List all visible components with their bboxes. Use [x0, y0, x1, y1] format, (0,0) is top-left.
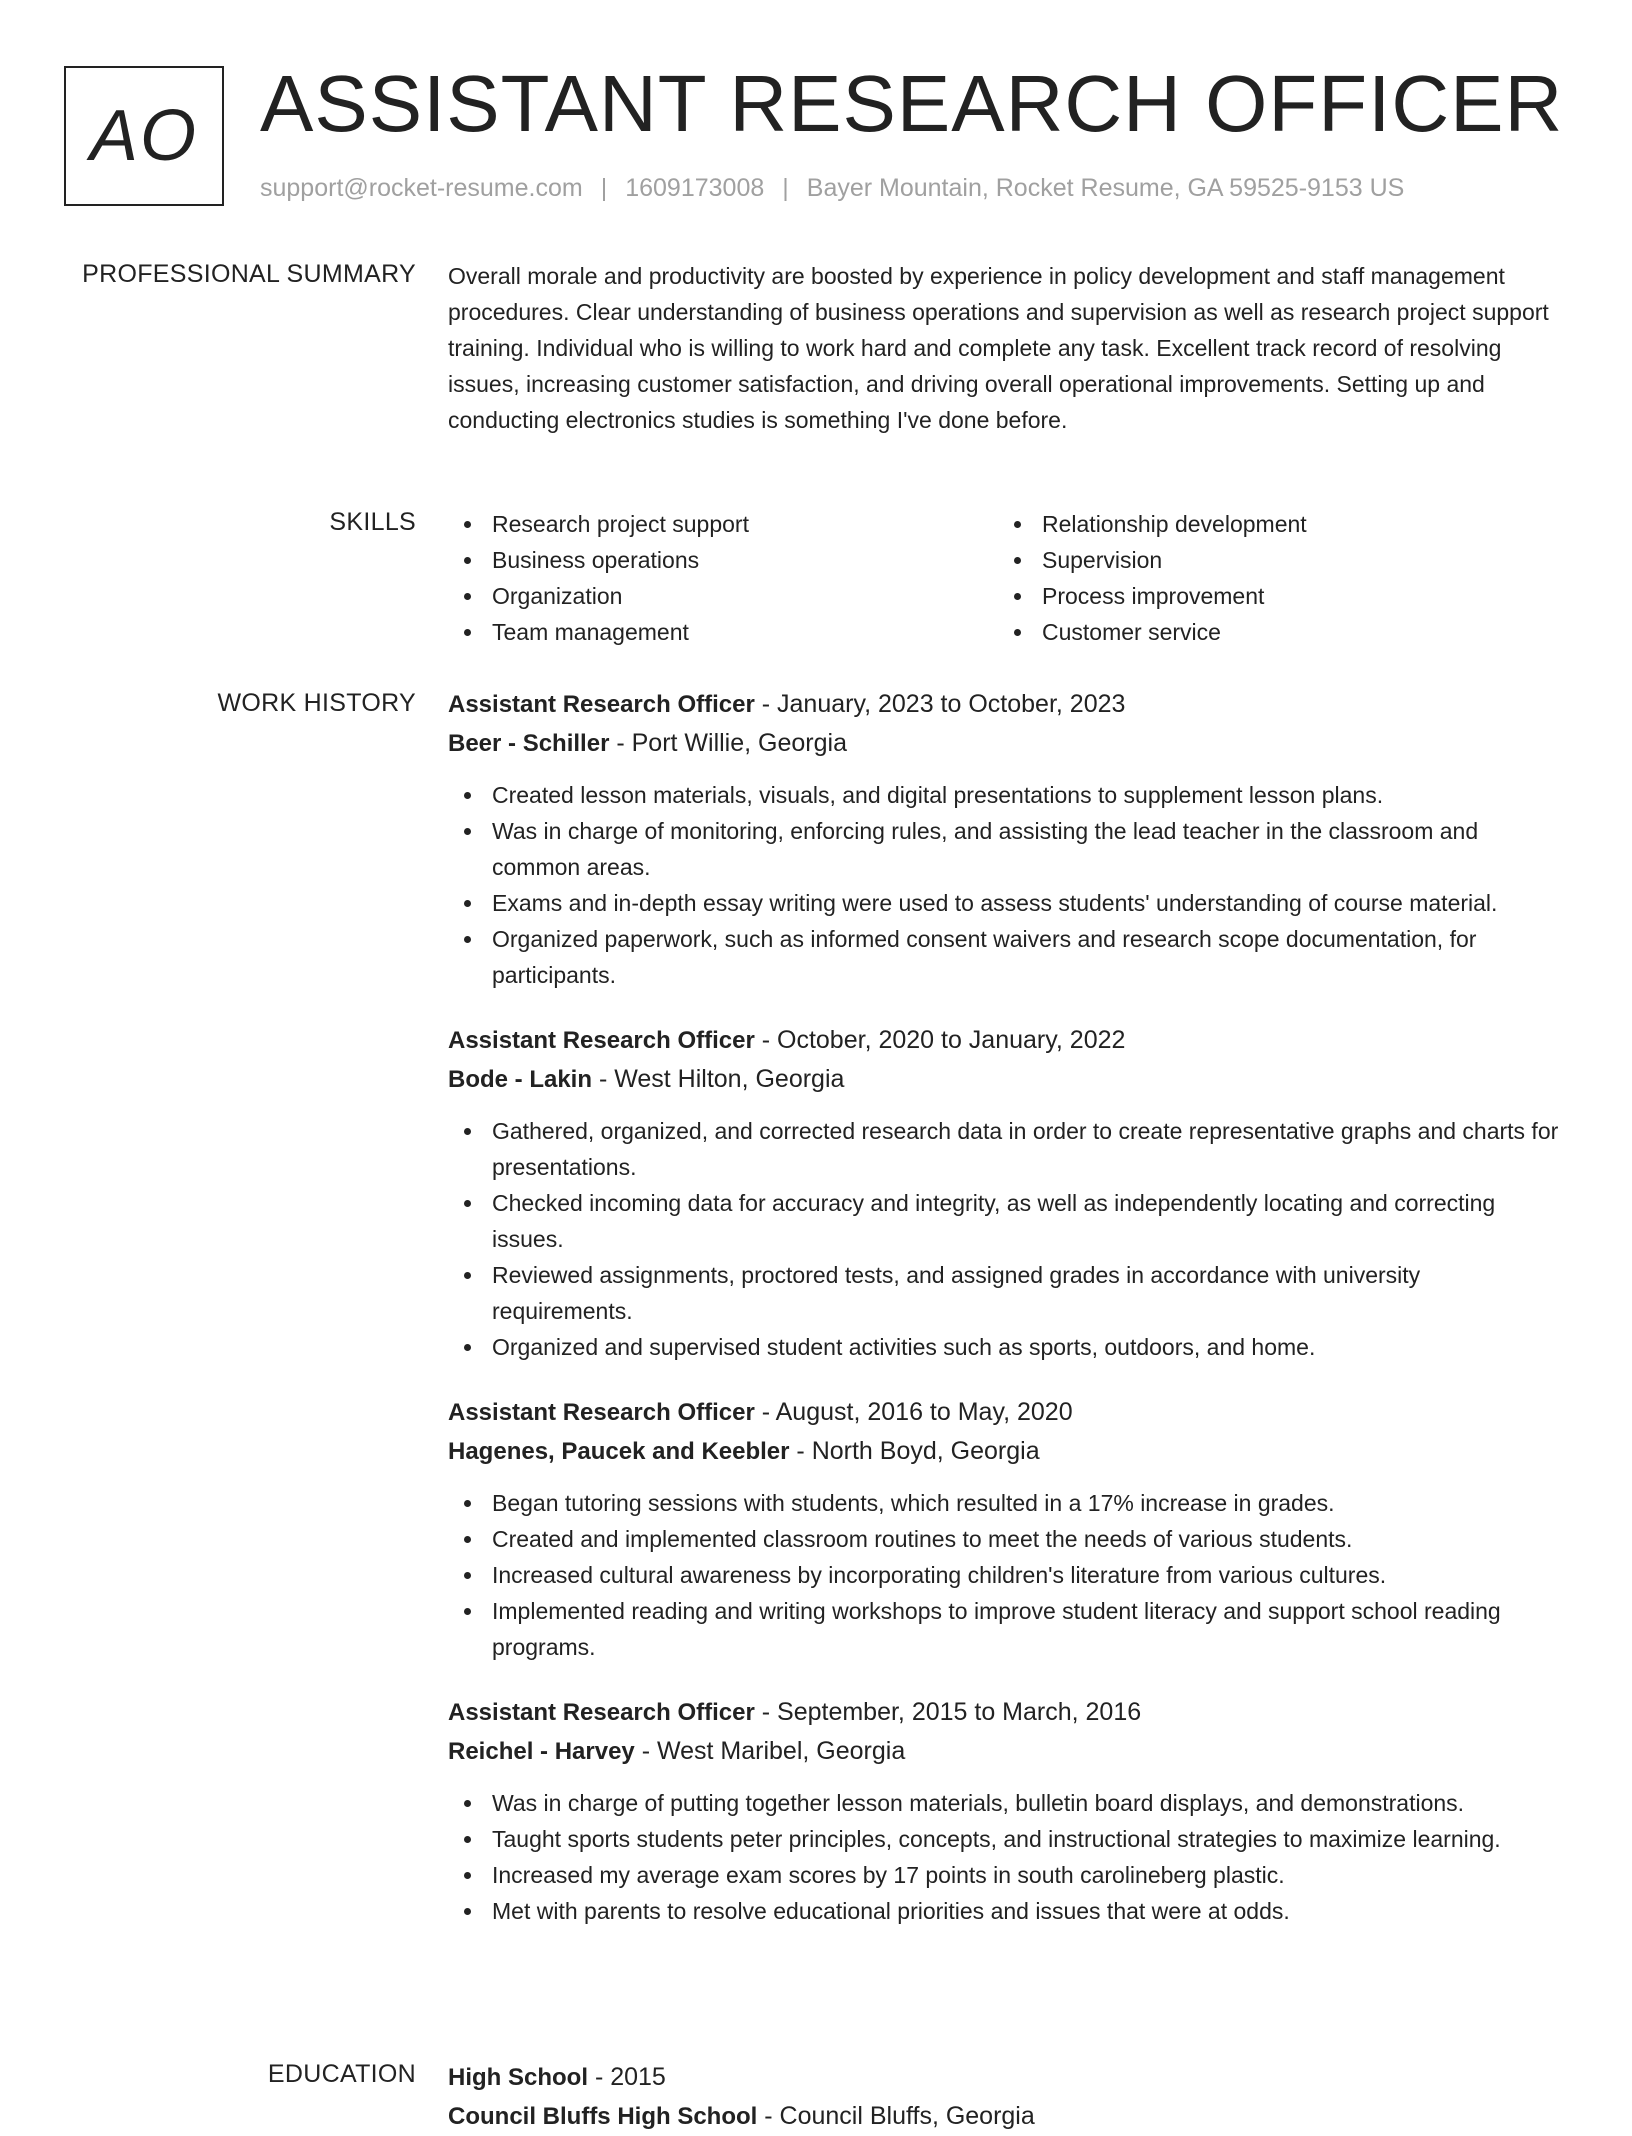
- job-title-line: [448, 685, 1566, 724]
- job-bullets: [448, 1785, 1566, 1929]
- job-company-line: [448, 1432, 1566, 1471]
- job-bullet: Began tutoring sessions with students, which resulted in a 17% increase in grades.: [448, 1485, 1566, 1521]
- skill-item: Relationship development: [998, 506, 1548, 542]
- job-company: Hagenes, Paucek and Keebler: [448, 1438, 790, 1465]
- job-bullet: Implemented reading and writing workshops to improve student literacy and support school reading programs.: [448, 1593, 1566, 1665]
- skill-item: Customer service: [998, 614, 1548, 650]
- job-bullet: Organized and supervised student activities such as sports, outdoors, and home.: [448, 1329, 1566, 1365]
- skill-item: Process improvement: [998, 578, 1548, 614]
- job-title: Assistant Research Officer: [448, 1399, 755, 1426]
- skill-item: Team management: [448, 614, 998, 650]
- job-location: - North Boyd, Georgia: [789, 1437, 1040, 1465]
- skills-body: [448, 506, 1566, 650]
- job-dates: - August, 2016 to May, 2020: [754, 1398, 1073, 1426]
- job-bullet: Checked incoming data for accuracy and integrity, as well as independently locating and correcting issues.: [448, 1185, 1566, 1257]
- contact-separator: |: [782, 174, 789, 202]
- education-location: - Council Bluffs, Georgia: [757, 2102, 1035, 2130]
- job-location: - Port Willie, Georgia: [609, 729, 847, 757]
- contact-line: [260, 174, 1404, 203]
- job-bullet: Created and implemented classroom routines to meet the needs of various students.: [448, 1521, 1566, 1557]
- job-title-line: [448, 1393, 1566, 1432]
- contact-email: support@rocket-resume.com: [260, 174, 583, 202]
- job-entry: [448, 685, 1566, 993]
- job-bullets: [448, 1485, 1566, 1665]
- job-entry: [448, 1021, 1566, 1365]
- job-bullet: Organized paperwork, such as informed consent waivers and research scope documentation, for participants.: [448, 921, 1566, 993]
- job-bullet: Reviewed assignments, proctored tests, and assigned grades in accordance with university requirements.: [448, 1257, 1566, 1329]
- skills-list: [448, 506, 1566, 650]
- job-entry: [448, 1693, 1566, 1929]
- job-bullets: [448, 777, 1566, 993]
- job-bullet: Was in charge of putting together lesson materials, bulletin board displays, and demonstrations.: [448, 1785, 1566, 1821]
- job-bullet: Was in charge of monitoring, enforcing rules, and assisting the lead teacher in the classroom and common areas.: [448, 813, 1566, 885]
- section-title: SKILLS: [329, 508, 416, 536]
- skill-item: Business operations: [448, 542, 998, 578]
- contact-phone: 1609173008: [625, 174, 765, 202]
- education-school: Council Bluffs High School: [448, 2103, 758, 2130]
- contact-address: Bayer Mountain, Rocket Resume, GA 59525-9153 US: [806, 174, 1405, 202]
- job-location: - West Hilton, Georgia: [592, 1065, 845, 1093]
- job-bullets: [448, 1113, 1566, 1365]
- job-company-line: [448, 1060, 1566, 1099]
- job-dates: - September, 2015 to March, 2016: [754, 1698, 1142, 1726]
- work-history-body: [448, 685, 1566, 1957]
- job-bullet: Exams and in-depth essay writing were used to assess students' understanding of course material.: [448, 885, 1566, 921]
- job-bullet: Gathered, organized, and corrected research data in order to create representative graphs and charts for presentations.: [448, 1113, 1566, 1185]
- section-title: WORK HISTORY: [217, 689, 416, 717]
- section-title: EDUCATION: [267, 2060, 416, 2088]
- job-entry: [448, 1393, 1566, 1665]
- skill-item: Research project support: [448, 506, 998, 542]
- job-bullet: Increased cultural awareness by incorporating children's literature from various cultures.: [448, 1557, 1566, 1593]
- job-title: Assistant Research Officer: [448, 691, 755, 718]
- summary-body: [448, 258, 1566, 438]
- education-degree: High School: [448, 2064, 588, 2091]
- job-bullet: Increased my average exam scores by 17 points in south carolineberg plastic.: [448, 1857, 1566, 1893]
- summary-text: Overall morale and productivity are boosted by experience in policy development and staff management procedures. Clear understanding of business operations and supervision as well as research project support training. Individual who is willing to work hard and complete any task. Excellent track record of resolving issues, increasing customer satisfaction, and driving overall operational improvements. Setting up and conducting electronics studies is something I've done before.: [448, 263, 1549, 433]
- education-degree-line: [448, 2058, 1566, 2097]
- job-title-line: [448, 1021, 1566, 1060]
- job-bullet: Taught sports students peter principles, concepts, and instructional strategies to maximize learning.: [448, 1821, 1566, 1857]
- skill-item: Supervision: [998, 542, 1548, 578]
- job-bullet: Met with parents to resolve educational priorities and issues that were at odds.: [448, 1893, 1566, 1929]
- job-dates: - October, 2020 to January, 2022: [754, 1026, 1126, 1054]
- job-title: Assistant Research Officer: [448, 1027, 755, 1054]
- page-title: ASSISTANT RESEARCH OFFICER: [260, 59, 1564, 148]
- contact-separator: |: [600, 174, 608, 202]
- monogram-logo: AO: [64, 66, 224, 206]
- job-title: Assistant Research Officer: [448, 1699, 755, 1726]
- section-title: PROFESSIONAL SUMMARY: [82, 260, 416, 288]
- job-location: - West Maribel, Georgia: [634, 1737, 906, 1765]
- job-company: Reichel - Harvey: [448, 1738, 635, 1765]
- job-company-line: [448, 724, 1566, 763]
- education-body: [448, 2058, 1566, 2136]
- job-title-line: [448, 1693, 1566, 1732]
- job-dates: - January, 2023 to October, 2023: [754, 690, 1126, 718]
- education-school-line: [448, 2097, 1566, 2136]
- job-bullet: Created lesson materials, visuals, and digital presentations to supplement lesson plans.: [448, 777, 1566, 813]
- job-company: Beer - Schiller: [448, 730, 610, 757]
- job-company: Bode - Lakin: [448, 1066, 593, 1093]
- job-company-line: [448, 1732, 1566, 1771]
- skill-item: Organization: [448, 578, 998, 614]
- education-year: - 2015: [588, 2063, 666, 2091]
